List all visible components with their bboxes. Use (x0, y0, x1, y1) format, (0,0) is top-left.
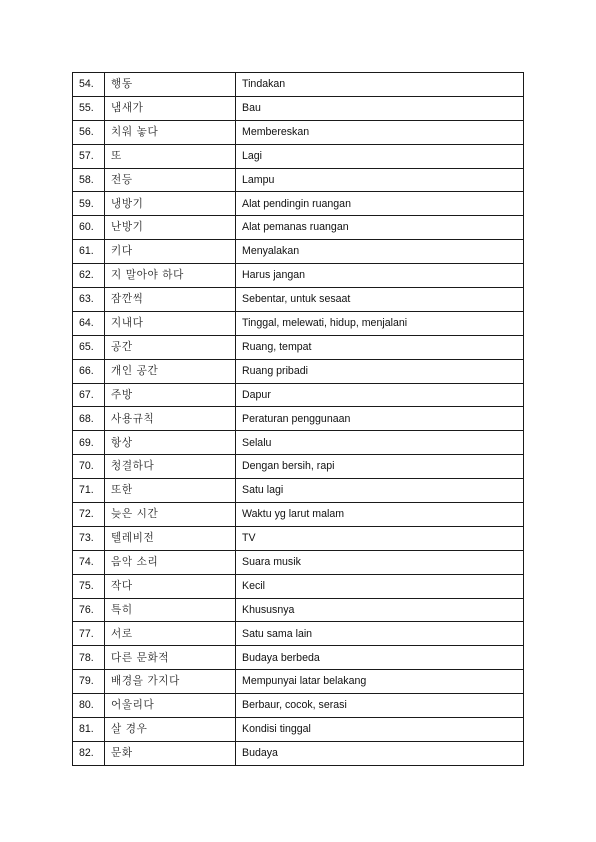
row-number: 67. (73, 383, 105, 407)
korean-word: 작다 (105, 574, 236, 598)
table-row (73, 120, 524, 144)
row-number: 80. (73, 694, 105, 718)
korean-word: 특히 (105, 598, 236, 622)
row-number: 64. (73, 311, 105, 335)
vocabulary-table (72, 72, 524, 766)
indonesian-translation: Kecil (236, 574, 524, 598)
korean-word: 다른 문화적 (105, 646, 236, 670)
indonesian-translation: Tindakan (236, 73, 524, 97)
korean-word: 늦은 시간 (105, 503, 236, 527)
row-number: 79. (73, 670, 105, 694)
table-row (73, 144, 524, 168)
indonesian-translation: Satu sama lain (236, 622, 524, 646)
row-number: 75. (73, 574, 105, 598)
row-number: 58. (73, 168, 105, 192)
table-row (73, 240, 524, 264)
table-row (73, 574, 524, 598)
row-number: 66. (73, 359, 105, 383)
table-row (73, 359, 524, 383)
korean-word: 사용규칙 (105, 407, 236, 431)
korean-word: 살 경우 (105, 718, 236, 742)
table-row (73, 598, 524, 622)
table-row (73, 288, 524, 312)
row-number: 77. (73, 622, 105, 646)
korean-word: 주방 (105, 383, 236, 407)
row-number: 56. (73, 120, 105, 144)
row-number: 73. (73, 526, 105, 550)
indonesian-translation: Selalu (236, 431, 524, 455)
table-row (73, 455, 524, 479)
table-row (73, 741, 524, 765)
korean-word: 서로 (105, 622, 236, 646)
row-number: 81. (73, 718, 105, 742)
table-row (73, 168, 524, 192)
indonesian-translation: TV (236, 526, 524, 550)
indonesian-translation: Tinggal, melewati, hidup, menjalani (236, 311, 524, 335)
indonesian-translation: Menyalakan (236, 240, 524, 264)
indonesian-translation: Waktu yg larut malam (236, 503, 524, 527)
row-number: 78. (73, 646, 105, 670)
indonesian-translation: Peraturan penggunaan (236, 407, 524, 431)
row-number: 63. (73, 288, 105, 312)
row-number: 62. (73, 264, 105, 288)
row-number: 68. (73, 407, 105, 431)
table-row (73, 646, 524, 670)
row-number: 57. (73, 144, 105, 168)
table-row (73, 694, 524, 718)
korean-word: 음악 소리 (105, 550, 236, 574)
row-number: 71. (73, 479, 105, 503)
indonesian-translation: Budaya berbeda (236, 646, 524, 670)
table-row (73, 216, 524, 240)
indonesian-translation: Mempunyai latar belakang (236, 670, 524, 694)
indonesian-translation: Dapur (236, 383, 524, 407)
korean-word: 키다 (105, 240, 236, 264)
korean-word: 치워 놓다 (105, 120, 236, 144)
row-number: 60. (73, 216, 105, 240)
table-row (73, 407, 524, 431)
korean-word: 텔레비전 (105, 526, 236, 550)
korean-word: 전등 (105, 168, 236, 192)
korean-word: 잠깐씩 (105, 288, 236, 312)
korean-word: 지 말아야 하다 (105, 264, 236, 288)
row-number: 82. (73, 741, 105, 765)
korean-word: 청결하다 (105, 455, 236, 479)
table-row (73, 503, 524, 527)
table-row (73, 264, 524, 288)
table-row (73, 479, 524, 503)
row-number: 65. (73, 335, 105, 359)
korean-word: 공간 (105, 335, 236, 359)
korean-word: 문화 (105, 741, 236, 765)
korean-word: 또한 (105, 479, 236, 503)
korean-word: 냄새가 (105, 96, 236, 120)
table-row (73, 550, 524, 574)
indonesian-translation: Alat pendingin ruangan (236, 192, 524, 216)
indonesian-translation: Suara musik (236, 550, 524, 574)
indonesian-translation: Lampu (236, 168, 524, 192)
indonesian-translation: Khususnya (236, 598, 524, 622)
row-number: 74. (73, 550, 105, 574)
indonesian-translation: Budaya (236, 741, 524, 765)
indonesian-translation: Lagi (236, 144, 524, 168)
indonesian-translation: Dengan bersih, rapi (236, 455, 524, 479)
row-number: 54. (73, 73, 105, 97)
table-row (73, 311, 524, 335)
table-row (73, 526, 524, 550)
row-number: 59. (73, 192, 105, 216)
table-row (73, 96, 524, 120)
korean-word: 항상 (105, 431, 236, 455)
indonesian-translation: Satu lagi (236, 479, 524, 503)
korean-word: 지내다 (105, 311, 236, 335)
row-number: 61. (73, 240, 105, 264)
table-row (73, 335, 524, 359)
table-row (73, 383, 524, 407)
indonesian-translation: Membereskan (236, 120, 524, 144)
indonesian-translation: Kondisi tinggal (236, 718, 524, 742)
korean-word: 난방기 (105, 216, 236, 240)
table-row (73, 73, 524, 97)
row-number: 55. (73, 96, 105, 120)
table-row (73, 192, 524, 216)
row-number: 72. (73, 503, 105, 527)
korean-word: 배경을 가지다 (105, 670, 236, 694)
indonesian-translation: Ruang, tempat (236, 335, 524, 359)
korean-word: 개인 공간 (105, 359, 236, 383)
indonesian-translation: Sebentar, untuk sesaat (236, 288, 524, 312)
indonesian-translation: Alat pemanas ruangan (236, 216, 524, 240)
row-number: 70. (73, 455, 105, 479)
indonesian-translation: Bau (236, 96, 524, 120)
korean-word: 어울리다 (105, 694, 236, 718)
indonesian-translation: Ruang pribadi (236, 359, 524, 383)
table-row (73, 431, 524, 455)
row-number: 76. (73, 598, 105, 622)
korean-word: 냉방기 (105, 192, 236, 216)
korean-word: 행동 (105, 73, 236, 97)
table-row (73, 718, 524, 742)
vocabulary-table-body (73, 73, 524, 766)
table-row (73, 622, 524, 646)
indonesian-translation: Berbaur, cocok, serasi (236, 694, 524, 718)
row-number: 69. (73, 431, 105, 455)
indonesian-translation: Harus jangan (236, 264, 524, 288)
table-row (73, 670, 524, 694)
korean-word: 또 (105, 144, 236, 168)
